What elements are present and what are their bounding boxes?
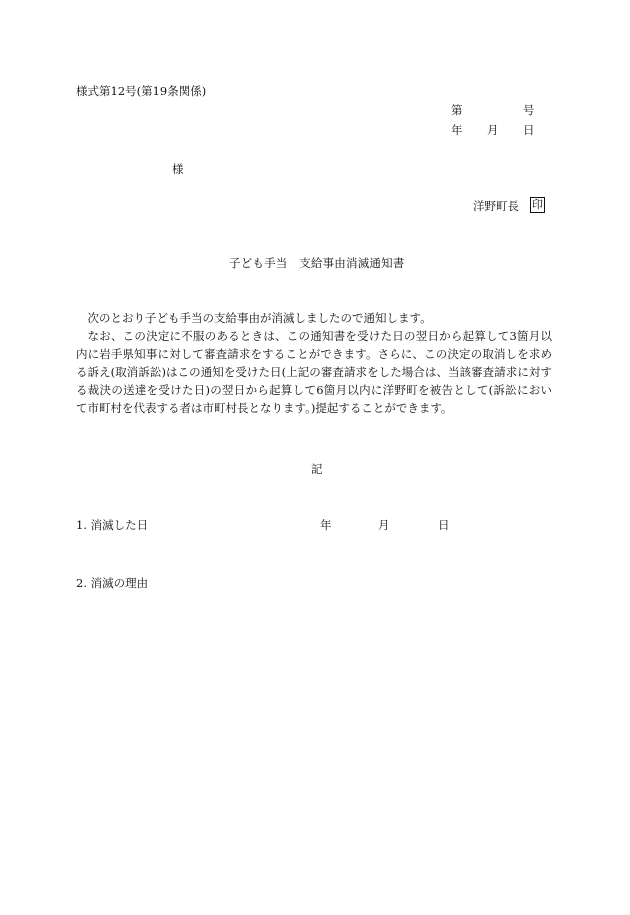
ki-heading: 記 <box>311 462 323 476</box>
notice-body <box>76 309 552 417</box>
seal-stamp: 印 <box>532 198 543 211</box>
issue-date-year: 年 <box>451 123 463 137</box>
item-extinction-date-label: 1. 消滅した日 <box>76 518 149 532</box>
recipient-honorific: 様 <box>172 162 184 176</box>
item-extinction-date-year: 年 <box>320 518 332 532</box>
notice-paragraph: 次のとおり子ども手当の支給事由が消滅しましたので通知します。 <box>87 311 432 325</box>
document-number-label: 第 <box>451 103 463 117</box>
item-extinction-date-day: 日 <box>438 518 450 532</box>
item-extinction-date-month: 月 <box>378 518 390 532</box>
appeal-paragraph: なお、この決定に不服のあるときは、この通知書を受けた日の翌日から起算して3箇月以内に岩手県知事に対して審査請求をすることができます。さらに、この決定の取消しを求める訴え(取消訴訟)はこの通知を受けた日(上記の審査請求をした場合は、当該審査請求に対する裁決の送達を受けた日)の翌日から起算して6箇月以内に洋野町を被告として(訴訟において市町村を代表する者は市町村長となります。)提起することができます。 <box>76 329 552 415</box>
issue-date-day: 日 <box>523 123 535 137</box>
document-number-suffix: 号 <box>523 103 535 117</box>
issuer-title: 洋野町長 <box>473 199 519 213</box>
item-extinction-reason-label: 2. 消滅の理由 <box>76 576 149 590</box>
document-title: 子ども手当 支給事由消滅通知書 <box>229 256 405 270</box>
form-number: 様式第12号(第19条関係) <box>76 84 207 98</box>
issue-date-month: 月 <box>487 123 499 137</box>
